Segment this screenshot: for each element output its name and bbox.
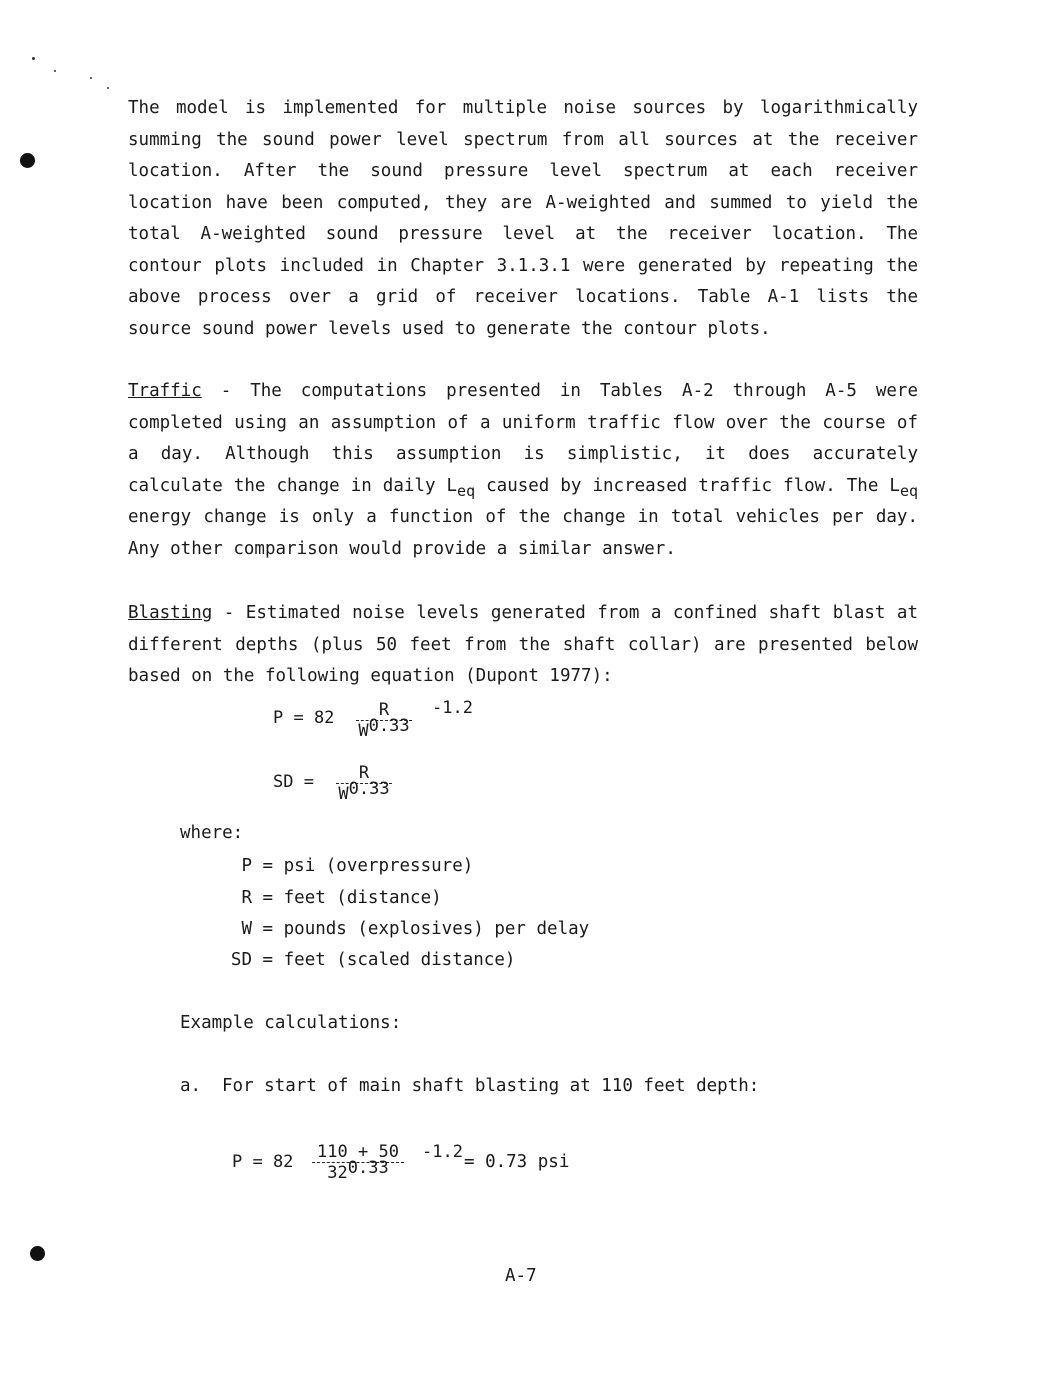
scan-speck [90,77,92,79]
paragraph-blasting [128,598,918,693]
paragraph-traffic [128,376,918,565]
page-number: A-7 [505,1266,537,1286]
equation-1-exponent: -1.2 [432,698,473,718]
traffic-text-c: energy change is only a function of the change in total vehicles per day. Any other comparison would provide a similar answer. [128,507,918,559]
equation-2-denominator: $W^{0.33}$ [338,779,390,804]
example-a-fraction [312,1142,404,1183]
blasting-heading: Blasting [128,603,213,623]
equation-2-numerator: R [336,763,392,784]
example-a-marker: a. [180,1076,202,1096]
example-calculations-label: Example calculations: [180,1013,402,1033]
equation-1-lhs: P = 82 [273,708,335,728]
equation-1-fraction [356,700,412,741]
scan-speck [32,57,35,60]
definition-row: P = psi (overpressure) [241,856,474,876]
traffic-subscript-eq: eq [899,481,918,500]
paragraph-model: The model is implemented for multiple noise sources by logarithmically summing the sound power level spectrum from all sources at the receiver location. After the sound pressure level spectrum at each receiver location have been computed, they are A-weighted and summed to yield the total A-weighted sound pressure level at the receiver location. The contour plots included in Chapter 3.1.3.1 were generated by repeating the above process over a grid of receiver locations. Table A-1 lists the source sound power levels used to generate the contour plots. [128,98,918,339]
where-label: where: [180,823,244,843]
equation-1-denominator: $W^{0.33}$ [358,716,410,741]
traffic-text-b: caused by increased traffic flow. The L [475,475,900,496]
binder-hole-top [20,153,35,168]
blasting-text: - Estimated noise levels generated from a confined shaft blast at different depths (plus 50 feet from the shaft collar) are presented below based on the following equation (Dupont 1977): [128,603,918,686]
example-a-result: = 0.73 psi [464,1152,570,1172]
scan-speck [107,87,109,89]
traffic-heading: Traffic [128,381,202,401]
scan-speck [54,70,56,72]
equation-2-fraction [336,763,392,804]
definition-row: SD = feet (scaled distance) [230,950,516,970]
example-a-denominator: $32^{0.33}$ [327,1158,389,1183]
definition-row: W = pounds (explosives) per delay [241,919,590,939]
example-a-text: For start of main shaft blasting at 110 feet depth: [222,1076,760,1096]
traffic-subscript-eq: eq [457,481,476,500]
binder-hole-bottom [30,1246,45,1261]
traffic-text-a: - The computations presented in Tables A-2 through A-5 were completed using an assumption of a uniform traffic flow over the course of a day. Although this assumption is simplistic, it does accurately calculate the change in daily L [128,381,918,496]
example-a-lhs: P = 82 [232,1152,294,1172]
example-a-exponent: -1.2 [422,1142,463,1162]
equation-1-numerator: R [356,700,412,721]
equation-2-lhs: SD = [273,772,314,792]
example-a-numerator: 110 + 50 [312,1142,404,1163]
definition-row: R = feet (distance) [241,888,442,908]
